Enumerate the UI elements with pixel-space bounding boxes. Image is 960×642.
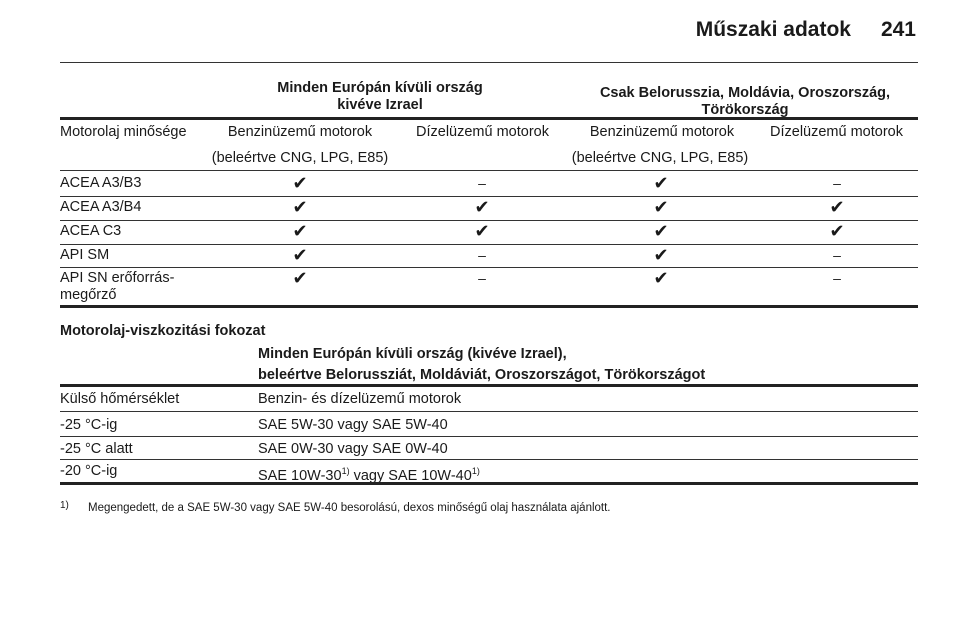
footnote-ref: 1) bbox=[471, 466, 480, 476]
dash-mark: – bbox=[478, 175, 486, 191]
check-mark-icon: ✔ bbox=[292, 221, 308, 241]
page-header bbox=[696, 18, 916, 42]
viscosity-header-line2: beleértve Belorussziát, Moldáviát, Oroszországot, Törökországot bbox=[258, 367, 706, 383]
grade-text: vagy SAE 10W-40 bbox=[349, 467, 472, 484]
viscosity-top-rule bbox=[60, 384, 918, 387]
row-header-label: Motorolaj minősége bbox=[60, 124, 187, 140]
check-mark-icon: ✔ bbox=[653, 197, 669, 217]
check-mark-icon: ✔ bbox=[292, 268, 308, 288]
check-mark-icon: ✔ bbox=[653, 221, 669, 241]
row-label: ACEA A3/B3 bbox=[60, 175, 142, 191]
grade-cell: SAE 0W-30 vagy SAE 0W-40 bbox=[258, 441, 448, 457]
row-label: API SM bbox=[60, 247, 110, 263]
row-rule bbox=[60, 170, 918, 171]
column-header: Benzinüzemű motorok bbox=[227, 124, 373, 140]
check-mark-icon: ✔ bbox=[292, 245, 308, 265]
group-header-non-eu bbox=[220, 80, 540, 114]
check-mark-icon: ✔ bbox=[292, 173, 308, 193]
viscosity-header-line1: Minden Európán kívüli ország (kivéve Izrael), bbox=[258, 346, 567, 362]
check-mark-icon: ✔ bbox=[292, 197, 308, 217]
dash-mark: – bbox=[478, 247, 486, 263]
row-rule bbox=[60, 411, 918, 412]
grade-text: SAE 10W-30 bbox=[258, 467, 342, 484]
header-rule bbox=[60, 62, 918, 63]
subnote: (beleértve CNG, LPG, E85) bbox=[211, 150, 389, 166]
group-header-cis bbox=[570, 85, 920, 119]
viscosity-title: Motorolaj-viszkozitási fokozat bbox=[60, 323, 266, 339]
page-number: 241 bbox=[880, 18, 916, 41]
footnote-marker: 1) bbox=[60, 500, 69, 511]
group-header-line: kivéve Izrael bbox=[337, 97, 423, 113]
row-label: ACEA C3 bbox=[60, 223, 122, 239]
column-header: Benzinüzemű motorok bbox=[589, 124, 735, 140]
dash-mark: – bbox=[833, 270, 841, 286]
viscosity-bottom-rule bbox=[60, 482, 918, 485]
group-header-line: Törökország bbox=[701, 102, 789, 118]
temp-cell: -20 °C-ig bbox=[60, 463, 118, 479]
temp-cell: -25 °C-ig bbox=[60, 417, 118, 433]
temp-cell: -25 °C alatt bbox=[60, 441, 133, 457]
table-top-rule bbox=[60, 117, 918, 120]
dash-mark: – bbox=[833, 247, 841, 263]
dash-mark: – bbox=[478, 270, 486, 286]
col-header-temperature: Külső hőmérséklet bbox=[60, 391, 180, 407]
check-mark-icon: ✔ bbox=[653, 173, 669, 193]
col-header-engines: Benzin- és dízelüzemű motorok bbox=[258, 391, 462, 407]
footnote-text: Megengedett, de a SAE 5W-30 vagy SAE 5W-40 besorolású, dexos minőségű olaj használata ajánlott. bbox=[88, 502, 611, 514]
dash-mark: – bbox=[833, 175, 841, 191]
column-header: Dízelüzemű motorok bbox=[416, 124, 549, 140]
page-title: Műszaki adatok bbox=[695, 18, 851, 41]
check-mark-icon: ✔ bbox=[653, 245, 669, 265]
row-label: API SN erőforrás-megőrző bbox=[60, 270, 175, 303]
subnote: (beleértve CNG, LPG, E85) bbox=[571, 150, 749, 166]
row-rule bbox=[60, 267, 918, 268]
check-mark-icon: ✔ bbox=[829, 221, 845, 241]
row-rule bbox=[60, 436, 918, 437]
table-bottom-rule bbox=[60, 305, 918, 308]
check-mark-icon: ✔ bbox=[829, 197, 845, 217]
grade-cell: SAE 5W-30 vagy SAE 5W-40 bbox=[258, 417, 448, 433]
row-label: ACEA A3/B4 bbox=[60, 199, 142, 215]
column-header: Dízelüzemű motorok bbox=[770, 124, 903, 140]
check-mark-icon: ✔ bbox=[474, 197, 490, 217]
row-rule bbox=[60, 459, 918, 460]
footnote-ref: 1) bbox=[341, 466, 350, 476]
group-header-line: Csak Belorusszia, Moldávia, Oroszország, bbox=[599, 85, 891, 101]
check-mark-icon: ✔ bbox=[653, 268, 669, 288]
check-mark-icon: ✔ bbox=[474, 221, 490, 241]
group-header-line: Minden Európán kívüli ország bbox=[277, 80, 483, 96]
row-rule bbox=[60, 244, 918, 245]
